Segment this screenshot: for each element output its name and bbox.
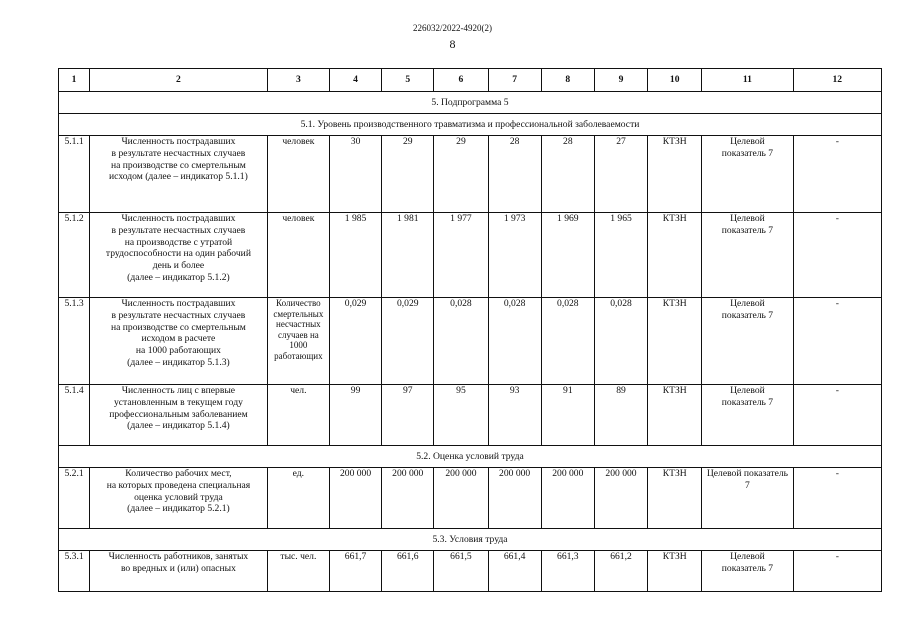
unit: ед. [267, 468, 329, 529]
row-number: 5.1.1 [59, 136, 90, 213]
row-number: 5.3.1 [59, 551, 90, 592]
comment: - [793, 136, 881, 213]
value-cell: 97 [382, 385, 434, 446]
value-cell: 30 [329, 136, 381, 213]
value-cell: 99 [329, 385, 381, 446]
column-header-row [59, 69, 882, 92]
indicators-table [58, 68, 882, 592]
section-heading-5-3: 5.3. Условия труда [59, 529, 882, 551]
value-cell: 0,028 [594, 298, 647, 385]
row-number: 5.1.2 [59, 213, 90, 298]
executor: КТЗН [648, 385, 702, 446]
value-cell: 1 977 [434, 213, 488, 298]
comment: - [793, 551, 881, 592]
executor: КТЗН [648, 468, 702, 529]
executor: КТЗН [648, 551, 702, 592]
column-header: 4 [329, 69, 381, 92]
executor: КТЗН [648, 213, 702, 298]
value-cell: 28 [488, 136, 541, 213]
value-cell: 0,028 [434, 298, 488, 385]
value-cell: 200 000 [594, 468, 647, 529]
section-heading-subprogram-5: 5. Подпрограмма 5 [59, 92, 882, 114]
indicator-name: Численность пострадавших в результате несчастных случаев на производстве со смертельным исходом (далее – индикатор 5.1.1) [90, 136, 268, 213]
value-cell: 200 000 [434, 468, 488, 529]
value-cell: 89 [594, 385, 647, 446]
value-cell: 93 [488, 385, 541, 446]
column-header: 9 [594, 69, 647, 92]
comment: - [793, 468, 881, 529]
value-cell: 1 969 [541, 213, 594, 298]
column-header: 1 [59, 69, 90, 92]
value-cell: 661,2 [594, 551, 647, 592]
value-cell: 95 [434, 385, 488, 446]
table-row [59, 551, 882, 592]
column-header: 7 [488, 69, 541, 92]
column-header: 12 [793, 69, 881, 92]
table-row [59, 468, 882, 529]
value-cell: 661,5 [434, 551, 488, 592]
target-indicator: Целевой показатель 7 [702, 136, 793, 213]
column-header: 2 [90, 69, 268, 92]
value-cell: 661,7 [329, 551, 381, 592]
value-cell: 29 [382, 136, 434, 213]
table-row [59, 298, 882, 385]
column-header: 5 [382, 69, 434, 92]
row-number: 5.1.4 [59, 385, 90, 446]
value-cell: 28 [541, 136, 594, 213]
value-cell: 1 981 [382, 213, 434, 298]
indicator-name: Численность пострадавших в результате несчастных случаев на производстве со смертельным исходом в расчете на 1000 работающих (далее – индикатор 5.1.3) [90, 298, 268, 385]
indicator-name: Численность лиц с впервые установленным в текущем году профессиональным заболеванием (далее – индикатор 5.1.4) [90, 385, 268, 446]
page-number: 8 [449, 37, 456, 51]
target-indicator: Целевой показатель 7 [702, 298, 793, 385]
indicator-name: Численность пострадавших в результате несчастных случаев на производстве с утратой трудоспособности на один рабочий день и более (далее – индикатор 5.1.2) [90, 213, 268, 298]
comment: - [793, 385, 881, 446]
table-row [59, 385, 882, 446]
unit: человек [267, 213, 329, 298]
section-heading-5-1: 5.1. Уровень производственного травматизма и профессиональной заболеваемости [59, 114, 882, 136]
value-cell: 0,028 [488, 298, 541, 385]
column-header: 10 [648, 69, 702, 92]
column-header: 11 [702, 69, 793, 92]
comment: - [793, 213, 881, 298]
unit: тыс. чел. [267, 551, 329, 592]
value-cell: 0,029 [329, 298, 381, 385]
value-cell: 27 [594, 136, 647, 213]
row-number: 5.2.1 [59, 468, 90, 529]
table-row [59, 136, 882, 213]
unit: Количество смертельных несчастных случаев на 1000 работающих [267, 298, 329, 385]
target-indicator: Целевой показатель 7 [702, 385, 793, 446]
value-cell: 1 973 [488, 213, 541, 298]
document-number: 226032/2022-4920(2) [413, 23, 492, 33]
target-indicator: Целевой показатель 7 [702, 551, 793, 592]
value-cell: 1 965 [594, 213, 647, 298]
value-cell: 661,6 [382, 551, 434, 592]
comment: - [793, 298, 881, 385]
value-cell: 91 [541, 385, 594, 446]
column-header: 3 [267, 69, 329, 92]
column-header: 8 [541, 69, 594, 92]
section-heading-5-2: 5.2. Оценка условий труда [59, 446, 882, 468]
value-cell: 200 000 [541, 468, 594, 529]
value-cell: 661,3 [541, 551, 594, 592]
row-number: 5.1.3 [59, 298, 90, 385]
value-cell: 0,028 [541, 298, 594, 385]
target-indicator: Целевой показатель 7 [702, 468, 793, 529]
indicator-name: Количество рабочих мест, на которых проведена специальная оценка условий труда (далее – индикатор 5.2.1) [90, 468, 268, 529]
executor: КТЗН [648, 298, 702, 385]
unit: чел. [267, 385, 329, 446]
target-indicator: Целевой показатель 7 [702, 213, 793, 298]
table-row [59, 213, 882, 298]
column-header: 6 [434, 69, 488, 92]
value-cell: 200 000 [488, 468, 541, 529]
value-cell: 29 [434, 136, 488, 213]
executor: КТЗН [648, 136, 702, 213]
value-cell: 200 000 [382, 468, 434, 529]
value-cell: 1 985 [329, 213, 381, 298]
unit: человек [267, 136, 329, 213]
value-cell: 200 000 [329, 468, 381, 529]
indicator-name: Численность работников, занятых во вредных и (или) опасных [90, 551, 268, 592]
value-cell: 0,029 [382, 298, 434, 385]
value-cell: 661,4 [488, 551, 541, 592]
